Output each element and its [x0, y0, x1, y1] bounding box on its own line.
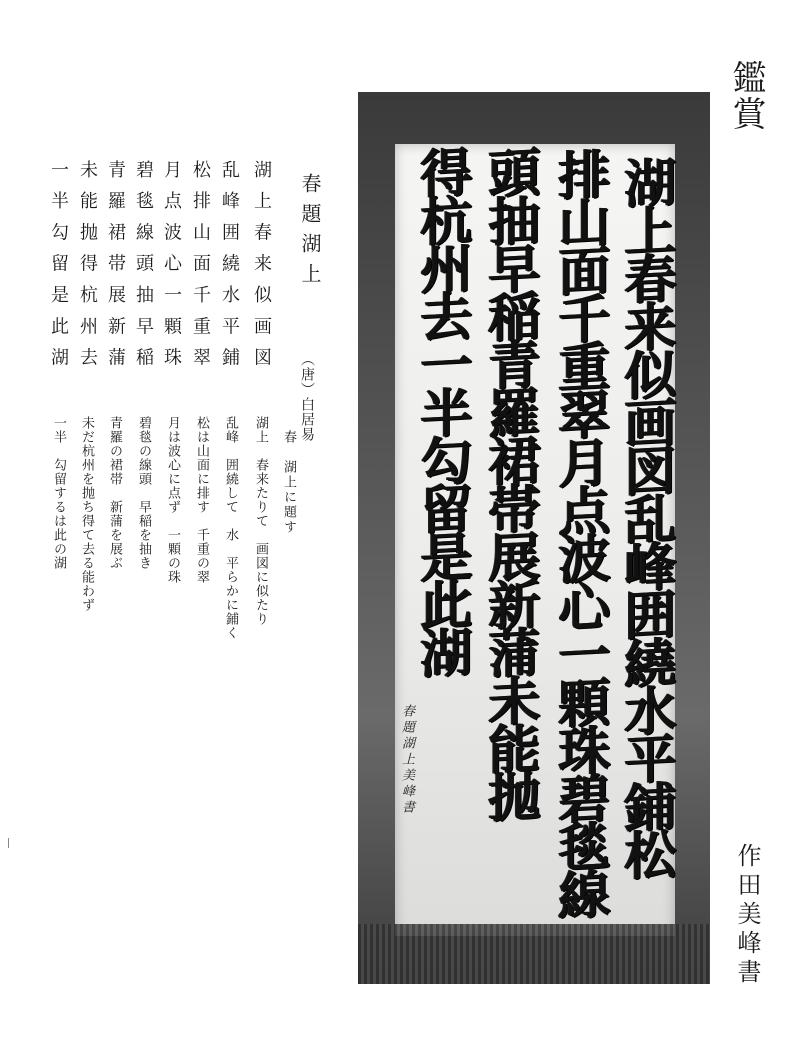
poem-author: （唐）白居易 — [299, 352, 315, 442]
scroll-paper — [395, 144, 675, 936]
kanbun-line: 松排山面千重翠 — [190, 160, 211, 380]
yomi-line: 湖上 春来たりて 画図に似たり — [253, 416, 268, 626]
yomi-line: 未だ杭州を抛ち得て去る能わず — [79, 416, 94, 612]
kanbun-line: 一半勾留是此湖 — [48, 160, 69, 380]
yomi-line: 乱峰 囲繞して 水 平らかに鋪く — [223, 416, 238, 640]
yomi-title: 春 湖上に題す — [281, 430, 296, 535]
calligraphy-column: 頭抽早稲青羅裙帯展新蒲未能抛 — [479, 144, 540, 820]
kanbun-line: 乱峰囲繞水平鋪 — [219, 160, 240, 380]
hanging-scroll-image — [358, 92, 710, 984]
scroll-inscription: 春題湖上美峰書 — [399, 704, 414, 816]
calligrapher-credit: 作田美峰書 — [733, 843, 761, 988]
calligraphy-column: 湖上春来似画図乱峰囲繞水平鋪松 — [615, 154, 676, 878]
kanbun-line: 湖上春来似画図 — [251, 160, 272, 380]
yomi-line: 月は波心に点ず 一顆の珠 — [165, 416, 180, 584]
calligraphy-column: 排山面千重翠月点波心一顆珠碧毯線 — [549, 146, 610, 918]
scroll-roller — [358, 924, 710, 984]
kanbun-line: 未能抛得杭州去 — [77, 160, 98, 380]
poem-title: 春題湖上 — [298, 173, 322, 293]
calligraphy-column: 得杭州去一半勾留是此湖 — [411, 144, 472, 676]
yomi-line: 碧毯の線頭 早稲を抽き — [136, 416, 151, 570]
margin-mark — [8, 838, 9, 848]
yomi-line: 青羅の裙帯 新蒲を展ぶ — [107, 416, 122, 570]
yomi-line: 松は山面に排す 千重の翠 — [194, 416, 209, 584]
yomi-line: 一半 勾留するは此の湖 — [51, 416, 66, 570]
kanbun-line: 碧毯線頭抽早稲 — [133, 160, 154, 380]
section-title: 鑑賞 — [726, 60, 766, 132]
kanbun-line: 月点波心一顆珠 — [161, 160, 182, 380]
kanbun-line: 青羅裙帯展新蒲 — [105, 160, 126, 380]
